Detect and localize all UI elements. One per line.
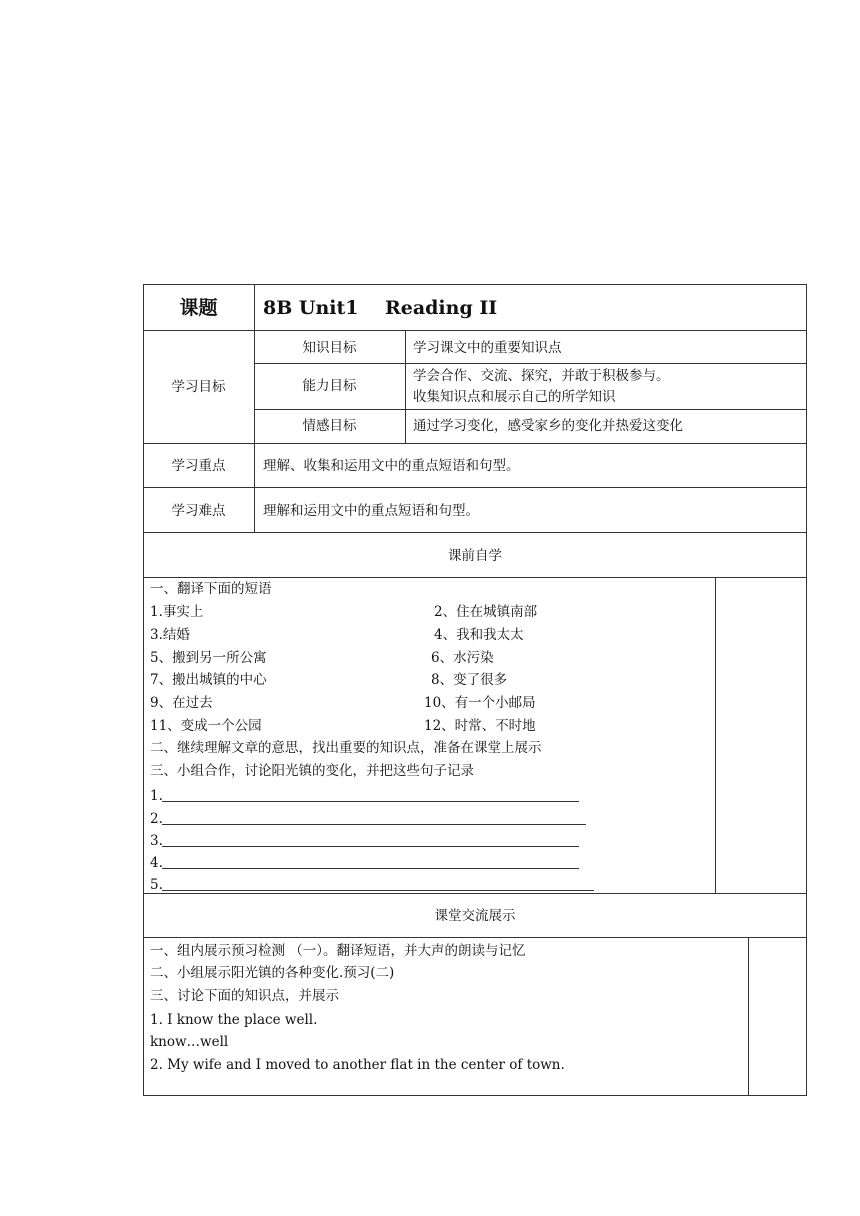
key-points-label: 学习重点 xyxy=(171,458,226,474)
key-points-text: 理解、收集和运用文中的重点短语和句型。 xyxy=(263,458,520,474)
row-divider xyxy=(143,893,807,894)
course-title: 8B Unit1 Reading II xyxy=(263,297,498,319)
course-label: 课题 xyxy=(179,297,218,319)
row-divider xyxy=(143,487,807,488)
column-divider xyxy=(254,284,255,532)
blank-line-label: 2. xyxy=(150,811,163,827)
phrase-right: 6、水污染 xyxy=(431,650,494,666)
blank-line[interactable] xyxy=(162,868,579,869)
exchange-line: know…well xyxy=(150,1034,229,1050)
row-divider xyxy=(143,577,807,578)
blank-line-label: 3. xyxy=(150,833,163,849)
knowledge-objective-name: 知识目标 xyxy=(302,340,357,356)
blank-line[interactable] xyxy=(162,824,586,825)
exchange-line: 二、小组展示阳光镇的各种变化.预习(二) xyxy=(150,965,395,981)
exchange-line: 1. I know the place well. xyxy=(150,1012,318,1028)
self-study-heading: 课前自学 xyxy=(448,548,502,564)
ability-objective-name: 能力目标 xyxy=(302,378,357,394)
phrase-left: 7、搬出城镇的中心 xyxy=(150,672,267,688)
blank-line-label: 1. xyxy=(150,788,163,804)
exchange-line: 三、讨论下面的知识点，并展示 xyxy=(150,988,339,1004)
phrase-right: 8、变了很多 xyxy=(431,672,508,688)
blank-line-label: 4. xyxy=(150,855,163,871)
phrase-left: 11、变成一个公园 xyxy=(150,718,262,734)
phrase-left: 1.事实上 xyxy=(150,604,204,620)
column-divider xyxy=(715,577,716,893)
row-divider xyxy=(143,937,807,938)
difficult-points-label: 学习难点 xyxy=(171,503,226,519)
phrase-left: 5、搬到另一所公寓 xyxy=(150,650,267,666)
section3-text: 三、小组合作，讨论阳光镇的变化，并把这些句子记录 xyxy=(150,763,474,779)
blank-line[interactable] xyxy=(162,801,579,802)
row-divider xyxy=(143,532,807,533)
phrase-right: 2、住在城镇南部 xyxy=(434,604,538,620)
section1-title: 一、翻译下面的短语 xyxy=(150,581,272,597)
class-exchange-heading: 课堂交流展示 xyxy=(434,908,516,924)
blank-line[interactable] xyxy=(162,846,579,847)
blank-line[interactable] xyxy=(162,890,594,891)
column-divider xyxy=(748,937,749,1096)
phrase-left: 9、在过去 xyxy=(150,695,213,711)
objectives-label: 学习目标 xyxy=(171,379,226,395)
section2-text: 二、继续理解文章的意思，找出重要的知识点，准备在课堂上展示 xyxy=(150,740,542,756)
row-divider xyxy=(254,409,807,410)
exchange-line: 2. My wife and I moved to another flat in the center of town. xyxy=(150,1057,565,1073)
phrase-right: 4、我和我太太 xyxy=(434,627,524,643)
phrase-right: 10、有一个小邮局 xyxy=(424,695,536,711)
phrase-right: 12、时常、不时地 xyxy=(424,718,536,734)
column-divider xyxy=(405,330,406,443)
phrase-left: 3.结婚 xyxy=(150,627,190,643)
ability-objective-line1: 学会合作、交流、探究，并敢于积极参与。 xyxy=(413,368,670,384)
row-divider xyxy=(143,330,807,331)
blank-line-label: 5. xyxy=(150,877,163,893)
emotion-objective-name: 情感目标 xyxy=(302,418,357,434)
exchange-line: 一、组内展示预习检测 （一）。翻译短语，并大声的朗读与记忆 xyxy=(150,943,526,959)
emotion-objective-text: 通过学习变化，感受家乡的变化并热爱这变化 xyxy=(413,418,683,434)
row-divider xyxy=(143,443,807,444)
ability-objective-line2: 收集知识点和展示自己的所学知识 xyxy=(413,389,616,405)
difficult-points-text: 理解和运用文中的重点短语和句型。 xyxy=(263,503,479,519)
knowledge-objective-text: 学习课文中的重要知识点 xyxy=(413,340,562,356)
row-divider xyxy=(254,363,807,364)
